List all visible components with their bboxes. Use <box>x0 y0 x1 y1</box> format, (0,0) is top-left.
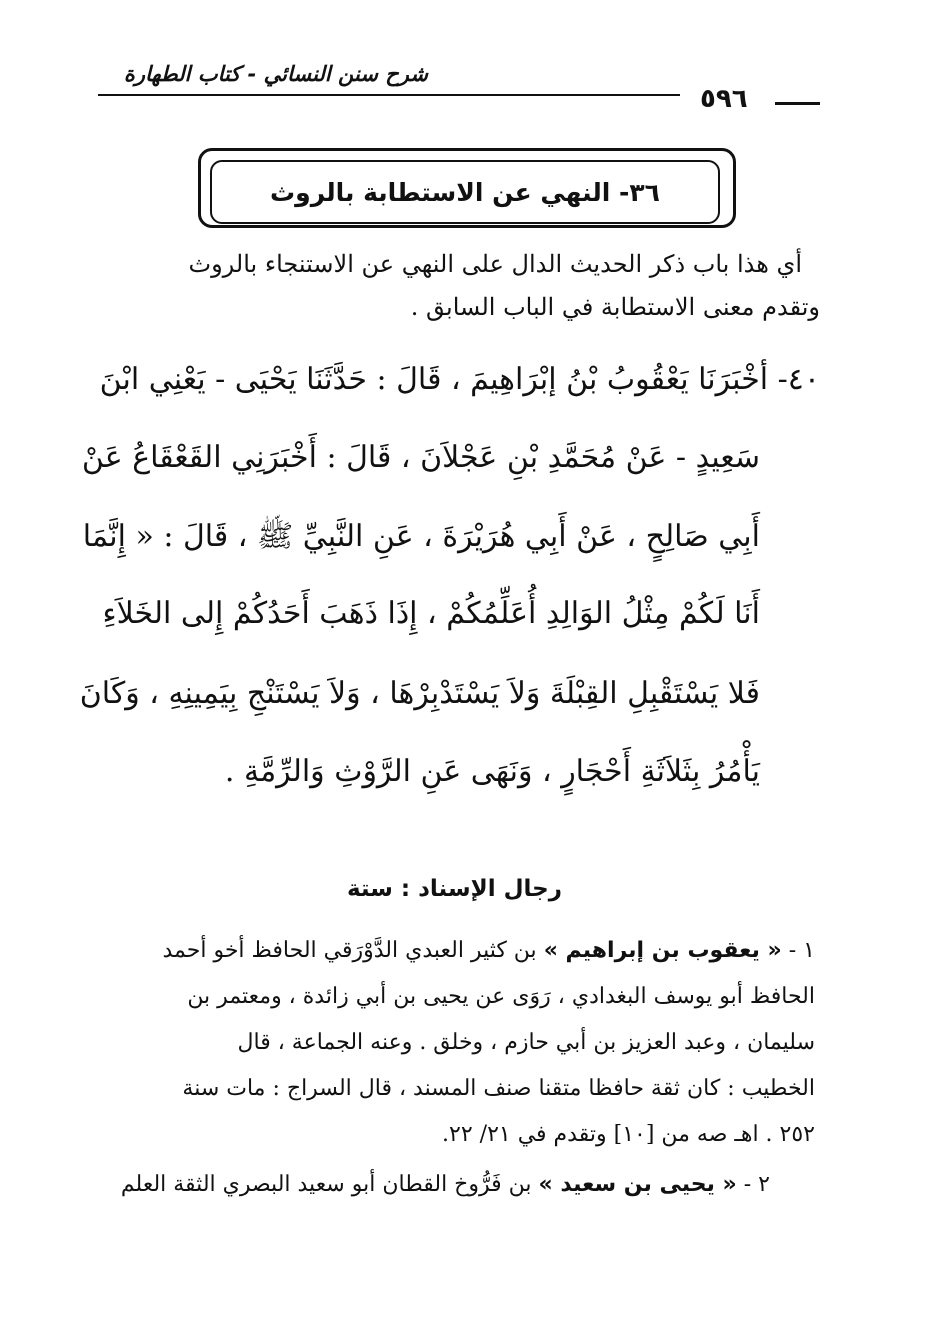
narrator-2-line-1 <box>100 1172 770 1197</box>
hadith-line-5: فَلا يَسْتَقْبِلِ القِبْلَةَ وَلاَ يَسْتَدْبِرْهَا ، وَلاَ يَسْتَنْجِ بِيَمِينِهِ ، وَكَانَ <box>79 676 760 711</box>
intro-line-1: أي هذا باب ذكر الحديث الدال على النهي عن الاستنجاء بالروث <box>188 250 802 278</box>
page-number: ٥٩٦ <box>700 84 748 114</box>
narrator-1-line-2: الحافظ أبو يوسف البغدادي ، رَوَى عن يحيى بن أبي زائدة ، ومعتمر بن <box>187 984 815 1009</box>
header-rule <box>98 94 680 96</box>
hadith-line-4: أَنَا لَكُمْ مِثْلُ الوَالِدِ أُعَلِّمُكُمْ ، إِذَا ذَهَبَ أَحَدُكُمْ إِلى الخَلاَءِ <box>102 596 760 631</box>
hadith-line-3: أَبِي صَالِحٍ ، عَنْ أَبِي هُرَيْرَةَ ، عَنِ النَّبِيِّ ﷺ ، قَالَ : « إِنَّمَا <box>82 519 760 554</box>
narrator-2-line1-rest: بن فَرُّوخ القطان أبو سعيد البصري الثقة العلم <box>120 1172 532 1197</box>
narrator-2-name: « يحيى بن سعيد » <box>538 1172 737 1197</box>
narrator-1-line-3: سليمان ، وعبد العزيز بن أبي حازم ، وخلق . وعنه الجماعة ، قال <box>237 1030 815 1055</box>
narrator-2-number: ٢ - <box>743 1172 770 1197</box>
narrators-heading: رجال الإسناد : ستة <box>346 876 562 902</box>
running-header-title: شرح سنن النسائي - كتاب الطهارة <box>123 62 428 86</box>
hadith-line-6: يَأْمُرُ بِثَلاَثَةِ أَحْجَارٍ ، وَنَهَى عَنِ الرَّوْثِ وَالرِّمَّةِ . <box>224 754 760 789</box>
narrator-1-line1-rest: بن كثير العبدي الدَّوْرَقي الحافظ أخو أحمد <box>162 938 537 963</box>
page-number-dash <box>775 102 820 105</box>
narrator-1-number: ١ - <box>788 938 815 963</box>
hadith-line-2: سَعِيدٍ - عَنْ مُحَمَّدِ بْنِ عَجْلاَنَ ، قَالَ : أَخْبَرَنِي القَعْقَاعُ عَنْ <box>81 440 760 475</box>
narrator-1-line-4: الخطيب : كان ثقة حافظا متقنا صنف المسند ، قال السراج : مات سنة <box>182 1076 815 1101</box>
narrator-1-line-5: ٢٥٢ . اهـ صه من [١٠] وتقدم في ٢١/ ٢٢. <box>442 1122 815 1147</box>
intro-line-2: وتقدم معنى الاستطابة في الباب السابق . <box>410 293 820 321</box>
hadith-line-1: ٤٠- أخْبَرَنَا يَعْقُوبُ بْنُ إبْرَاهِيمَ ، قَالَ : حَدَّثَنَا يَحْيَى - يَعْنِي ابْنَ <box>99 362 820 397</box>
chapter-title: ٣٦- النهي عن الاستطابة بالروث <box>210 160 720 224</box>
narrator-1-line-1 <box>100 938 815 963</box>
narrator-1-name: « يعقوب بن إبراهيم » <box>543 938 782 963</box>
